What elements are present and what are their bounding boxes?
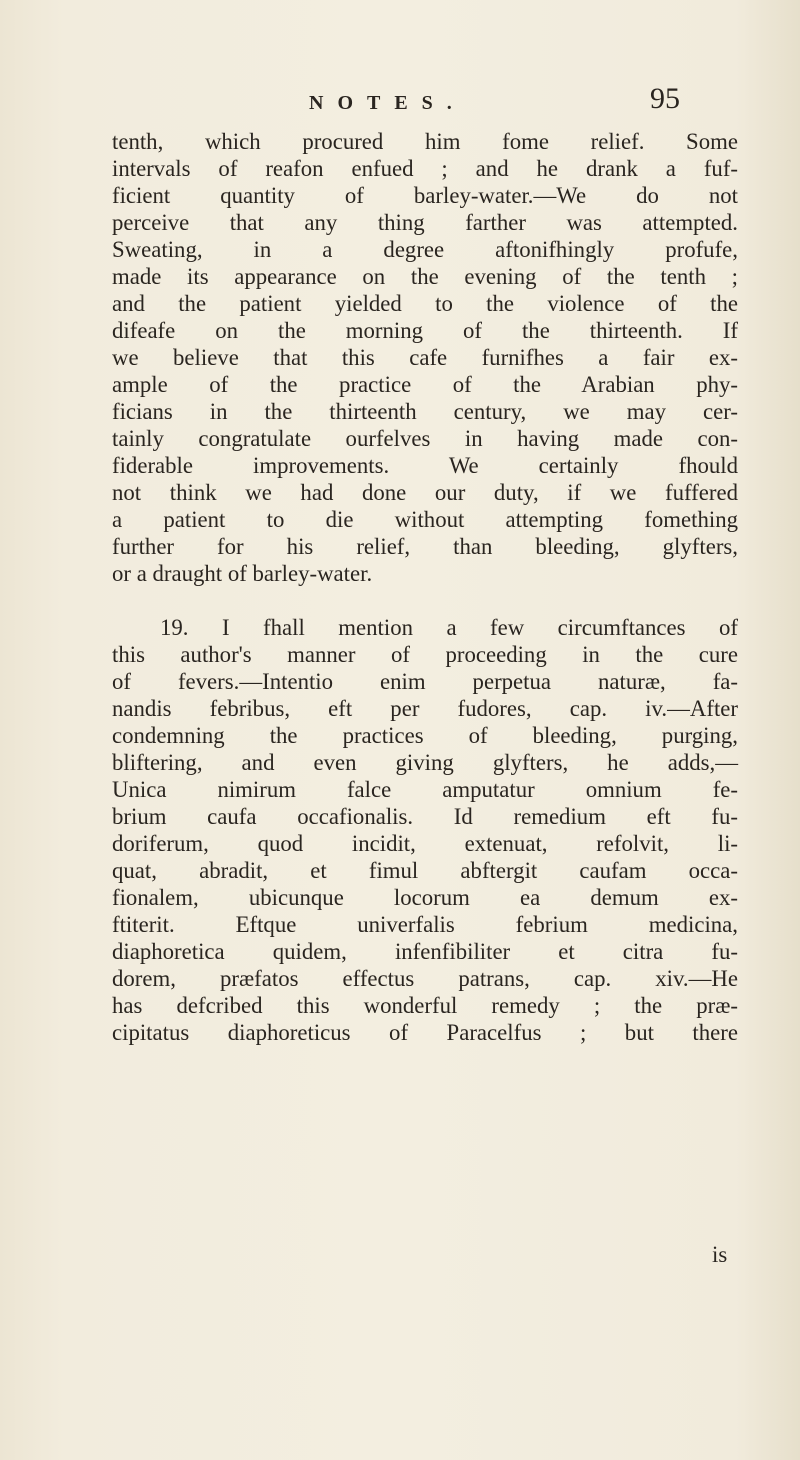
text-line: perceive that any thing farther was attempted.: [112, 210, 738, 235]
body-text: [112, 128, 738, 1046]
text-line: ficians in the thirteenth century, we may cer-: [112, 399, 738, 424]
text-line: fionalem, ubicunque locorum ea demum ex-: [112, 885, 738, 910]
text-line: ficient quantity of barley-water.—We do not: [112, 183, 738, 208]
text-line: has defcribed this wonderful remedy ; the præ-: [112, 993, 738, 1018]
text-line: tainly congratulate ourfelves in having made con-: [112, 426, 738, 451]
paragraph-1: [112, 128, 738, 587]
text-line: further for his relief, than bleeding, glyfters,: [112, 534, 738, 559]
text-line: Unica nimirum falce amputatur omnium fe-: [112, 777, 738, 802]
running-head: NOTES.: [309, 92, 466, 114]
text-line: difeafe on the morning of the thirteenth. If: [112, 318, 738, 343]
text-line: tenth, which procured him fome relief. Some: [112, 129, 738, 154]
text-line: made its appearance on the evening of the tenth ;: [112, 264, 738, 289]
text-line: condemning the practices of bleeding, purging,: [112, 723, 738, 748]
text-line: diaphoretica quidem, infenfibiliter et citra fu-: [112, 939, 738, 964]
paragraph-2: [112, 614, 738, 1046]
text-line: and the patient yielded to the violence of the: [112, 291, 738, 316]
text-line: of fevers.—Intentio enim perpetua naturæ, fa-: [112, 669, 738, 694]
page-number: 95: [650, 82, 680, 115]
text-line: ample of the practice of the Arabian phy-: [112, 372, 738, 397]
text-line: intervals of reafon enfued ; and he drank a fuf-: [112, 156, 738, 181]
text-line: fiderable improvements. We certainly fhould: [112, 453, 738, 478]
text-line: doriferum, quod incidit, extenuat, refolvit, li-: [112, 831, 738, 856]
text-line: brium caufa occafionalis. Id remedium eft fu-: [112, 804, 738, 829]
text-line: or a draught of barley-water.: [112, 561, 373, 586]
text-line: Sweating, in a degree aftonifhingly profufe,: [112, 237, 738, 262]
text-line: not think we had done our duty, if we fuffered: [112, 480, 738, 505]
text-line: 19. I fhall mention a few circumftances of: [160, 615, 738, 640]
text-line: quat, abradit, et fimul abftergit caufam occa-: [112, 858, 738, 883]
text-line: cipitatus diaphoreticus of Paracelfus ; but there: [112, 1020, 738, 1045]
text-line: bliftering, and even giving glyfters, he adds,—: [112, 750, 738, 775]
text-line: we believe that this cafe furnifhes a fair ex-: [112, 345, 738, 370]
catchword: is: [712, 1242, 728, 1267]
text-line: a patient to die without attempting fomething: [112, 507, 738, 532]
text-line: this author's manner of proceeding in the cure: [112, 642, 738, 667]
text-line: dorem, præfatos effectus patrans, cap. xiv.—He: [112, 966, 738, 991]
text-line: ftiterit. Eftque univerfalis febrium medicina,: [112, 912, 738, 937]
text-line: nandis febribus, eft per fudores, cap. iv.—After: [112, 696, 738, 721]
paragraph-spacer: [112, 587, 738, 614]
